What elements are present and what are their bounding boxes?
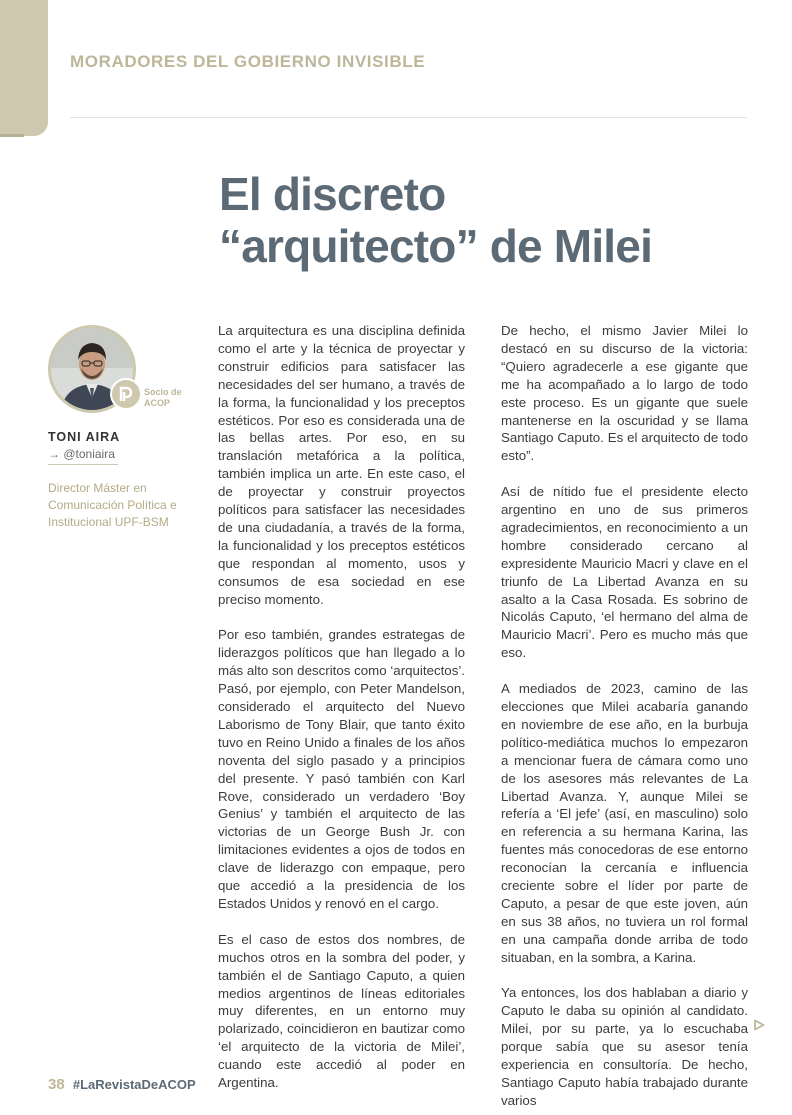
page-number: 38 — [48, 1076, 65, 1093]
header-divider — [70, 117, 747, 118]
author-divider — [48, 464, 118, 465]
badge-label-line-1: Socio de — [144, 387, 182, 397]
author-role: Director Máster en Comunicación Política e Institucional UPF-BSM — [48, 481, 177, 529]
author-handle[interactable]: → @toniaira — [48, 447, 115, 461]
triangle-right-icon — [753, 1018, 765, 1036]
magazine-hashtag: #LaRevistaDeACOP — [72, 1077, 196, 1092]
article-title-line-2: “arquitecto” de Milei — [219, 220, 653, 272]
badge-label — [144, 387, 182, 409]
paragraph: Así de nítido fue el presidente electo argentino en uno de sus primeros agradecimientos, en reconocimiento a un hombre considerado cercano al expresidente Mauricio Macri y clave en el triunfo de La Libertad Avanza en su asalto a la Casa Rosada. Es sobrino de Nicolás Caputo, ‘el hermano del alma de Mauricio Macri’. Pero es mucho más que eso. — [501, 484, 748, 661]
paragraph: De hecho, el mismo Javier Milei lo destacó en su discurso de la victoria: “Quiero agradecerle a ese gigante que me ha acompañado a lo largo de todo este proceso. Es un gigante que suele mantenerse en la oscuridad y se llama Santiago Caputo. Es el arquitecto de todo esto”. — [501, 323, 748, 464]
paragraph: La arquitectura es una disciplina definida como el arte y la técnica de proyectar y construir edificios para satisfacer las necesidades del ser humano, a través de la forma, la funcionalidad y los preceptos estéticos. Por eso es considerada una de las bellas artes. Por eso, en su translación metafórica a la política, también implica un arte. En este caso, el de proyectar y construir proyectos políticos para satisfacer las necesidades de una ciudadanía, a través de la forma, la funcionalidad y los preceptos estéticos que respondan al momento, usos y consumos de esa sociedad en ese preciso momento. — [218, 323, 465, 607]
author-name: TONI AIRA — [48, 430, 121, 444]
article-column-2 — [501, 322, 748, 1115]
article-column-1 — [218, 322, 465, 1110]
article-title-line-1: El discreto — [219, 168, 446, 220]
corner-tab — [0, 0, 48, 136]
page-footer — [48, 1076, 196, 1093]
acop-logo-icon — [110, 378, 142, 410]
paragraph: Ya entonces, los dos hablaban a diario y Caputo le daba su opinión al candidato. Milei, por su parte, ya lo escuchaba porque sabía que su asesor tenía experiencia en consultoría. De hecho, Santiago Caputo había trabajado durante varios — [501, 985, 748, 1108]
section-header: MORADORES DEL GOBIERNO INVISIBLE — [70, 52, 426, 71]
paragraph: Es el caso de estos dos nombres, de muchos otros en la sombra del poder, y también el de Santiago Caputo, a quien medios argentinos de líneas editoriales muy diferentes, en un entorno muy polarizado, coincidieron en bautizar como ‘el arquitecto de la victoria de Milei’, cuando este accedió al poder en Argentina. — [218, 931, 465, 1091]
corner-line — [0, 134, 24, 137]
paragraph: A mediados de 2023, camino de las elecciones que Milei acabaría ganando en noviembre de ese año, en la burbuja político-mediática muchos lo empezaron a mencionar fuera de cámara como uno de los asesores más relevantes de La Libertad Avanza. Y, aunque Milei se refería a ‘El jefe’ (así, en masculino) solo en referencia a su hermana Karina, las fuentes más conocedoras de ese entorno reconocían la cercanía e influencia creciente sobre el líder por parte de Caputo, a pesar de que este joven, aún en sus 38 años, no tuviera un rol formal en una campaña donde arriba de todo situaban, en la sombra, a Karina. — [501, 681, 748, 965]
badge-label-line-2: ACOP — [144, 398, 171, 408]
article-title — [219, 168, 759, 272]
paragraph: Por eso también, grandes estrategas de liderazgos políticos que han llegado a lo más alto son descritos como ‘arquitectos’. Pasó, por ejemplo, con Peter Mandelson, considerado el arquitecto del Nuevo Laborismo de Tony Blair, que tanto éxito tuvo en Reino Unido a finales de los años noventa del siglo pasado y a principios del presente. Y pasó también con Karl Rove, considerado un verdadero ‘Boy Genius’ y también el arquitecto de las victorias de un George Bush Jr. con limitaciones evidentes a ojos de todos en clave de liderazgo con empaque, pero que accedió a la presidencia de los Estados Unidos y renovó en el cargo. — [218, 627, 465, 911]
